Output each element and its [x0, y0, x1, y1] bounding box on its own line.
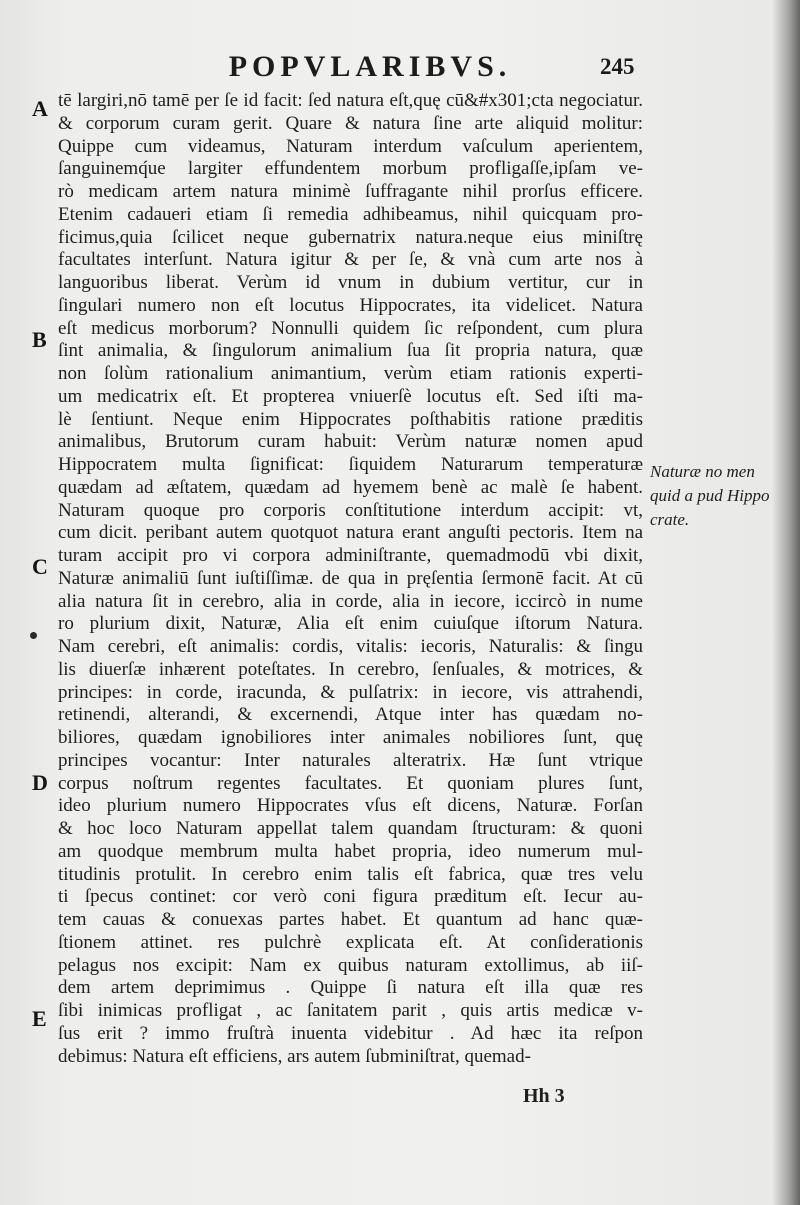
text-line: ſingulari numero non eſt locutus Hippocrates, ita videlicet. Natura — [58, 294, 643, 316]
text-line: turam accipit pro vi corpora adminiſtrante, quemadmodū vbi dixit, — [58, 545, 643, 566]
text-line: lè ſentiunt. Neque enim Hippocrates poſthabitis ratione præditis — [58, 408, 643, 430]
text-line: rò medicam artem natura minimè ſuffragante nihil prorſus efficere. — [58, 181, 643, 202]
margin-note: Naturæ no men quid a pud Hippo crate. — [650, 462, 770, 529]
text-line: ſint animalia, & ſingulorum animalium ſua ſit propria natura, quæ — [58, 340, 643, 362]
text-line: lis diuerſæ inhærent poteſtates. In cerebro, ſenſuales, & motrices, & — [58, 658, 643, 680]
text-line: titudinis protulit. In cerebro enim talis eſt fabrica, quæ tres velu — [58, 863, 643, 885]
section-marker-d: D — [32, 770, 48, 795]
text-line: ſtionem attinet. res pulchrè explicata eſt. At conſiderationis — [58, 931, 643, 953]
text-line: & hoc loco Naturam appellat talem quandam ſtructuram: & quoni — [58, 818, 643, 839]
margin-dot-icon — [30, 632, 37, 639]
text-line: ſibi inimicas profligat , ac ſanitatem parit , quis artis medicæ v- — [58, 1000, 643, 1021]
text-line: & corporum curam gerit. Quare & natura ſine arte aliquid molitur: — [58, 112, 643, 134]
text-line: pelagus nos excipit: Nam ex quibus naturam extollimus, ab iiſ- — [58, 954, 643, 976]
section-marker-c: C — [32, 554, 48, 579]
text-line: principes: in corde, iracunda, & pulſatrix: in iecore, vis attrahendi, — [58, 681, 643, 703]
text-line: biliores, quædam ignobiliores inter animales nobiliores ſunt, quę — [58, 727, 643, 748]
page-number: 245 — [600, 54, 635, 79]
text-line: cum dicit. peribant autem quotquot natura erant anguſti pectoris. Item na — [58, 522, 643, 544]
text-line: ideo plurium numero Hippocrates vſus eſt dicens, Naturæ. Forſan — [58, 795, 643, 817]
text-line: corpus noſtrum regentes facultates. Et quoniam plures ſunt, — [58, 772, 643, 794]
text-line: Quippe cum videamus, Naturam interdum vaſculum aperientem, — [58, 135, 643, 157]
text-line: debimus: Natura eſt efficiens, ars autem ſubminiſtrat, quemad- — [58, 1045, 531, 1067]
text-line: Naturæ animaliū ſunt iuſtiſſimæ. de qua in pręſentia ſermonē facit. At cū — [58, 567, 643, 589]
text-line: Etenim cadaueri etiam ſi remedia adhibeamus, nihil quicquam pro- — [58, 203, 643, 225]
text-line: Hippocratem multa ſignificat: ſiquidem Naturarum temperaturæ — [58, 454, 643, 475]
text-line: animalibus, Brutorum curam habuit: Verùm naturæ nomen apud — [58, 431, 643, 453]
text-line: ſus erit ? immo fruſtrà inuenta videbitur . Ad hæc ita reſpon — [58, 1022, 643, 1044]
running-head: POPVLARIBVS. — [228, 50, 512, 83]
text-line: ti ſpecus continet: cor verò coni figura præditum eſt. Iecur au- — [58, 886, 643, 908]
text-line: eſt medicus morborum? Nonnulli quidem ſic reſpondent, cum plura — [58, 317, 643, 339]
text-line: Nam cerebri, eſt animalis: cordis, vitalis: iecoris, Naturalis: & ſingu — [58, 636, 643, 657]
text-line: ſanguinemq́ue largiter effundentem morbum profligaſſe,ipſam ve- — [58, 158, 643, 180]
section-marker-a: A — [32, 96, 48, 121]
text-line: am quodque membrum multa habet propria, ideo numerum mul- — [58, 840, 643, 862]
text-line: alia natura ſit in cerebro, alia in corde, alia in iecore, iccircò in nume — [58, 590, 643, 612]
text-line: languoribus liberat. Verùm id vnum in dubium vertitur, cur in — [58, 272, 643, 293]
text-line: principes vocantur: Inter naturales alteratrix. Hæ ſunt vtrique — [58, 749, 643, 771]
text-line: ro plurium dixit, Naturæ, Alia eſt enim cuiuſque iſtorum Natura. — [58, 613, 643, 635]
catchword-signature: Hh 3 — [523, 1085, 565, 1107]
text-line: retinendi, alterandi, & excernendi, Atque inter has quædam no- — [58, 704, 643, 726]
page-header — [0, 50, 800, 90]
text-line: facultates interſunt. Natura igitur & per ſe, & vnà cum arte nos à — [58, 249, 643, 271]
text-line: tem cauas & conuexas partes habet. Et quantum ad hanc quæ- — [58, 909, 643, 930]
text-line: ficimus,quia ſcilicet neque gubernatrix natura.neque eius miniſtrę — [58, 226, 643, 248]
text-line: non ſolùm rationalium animantium, verùm etiam rationis experti- — [58, 363, 643, 384]
text-line: quædam ad æſtatem, quædam ad hyemem benè ac malè ſe habent. — [58, 476, 643, 498]
text-line: tē largiri,nō tamē per ſe id facit: ſed natura eſt,quę cū&#x301;cta negociatur. — [58, 90, 643, 111]
text-line: dem artem deprimimus . Quippe ſi natura eſt illa quæ res — [58, 977, 643, 999]
scan-dark-edge — [772, 0, 800, 1205]
text-line: um medicatrix eſt. Et propterea vniuerſè locutus eſt. Sed iſti ma- — [58, 385, 643, 407]
section-marker-b: B — [32, 327, 47, 352]
text-line: Naturam quoque pro corporis conſtitutione interdum accipit: vt, — [58, 499, 643, 521]
section-marker-e: E — [32, 1006, 47, 1031]
